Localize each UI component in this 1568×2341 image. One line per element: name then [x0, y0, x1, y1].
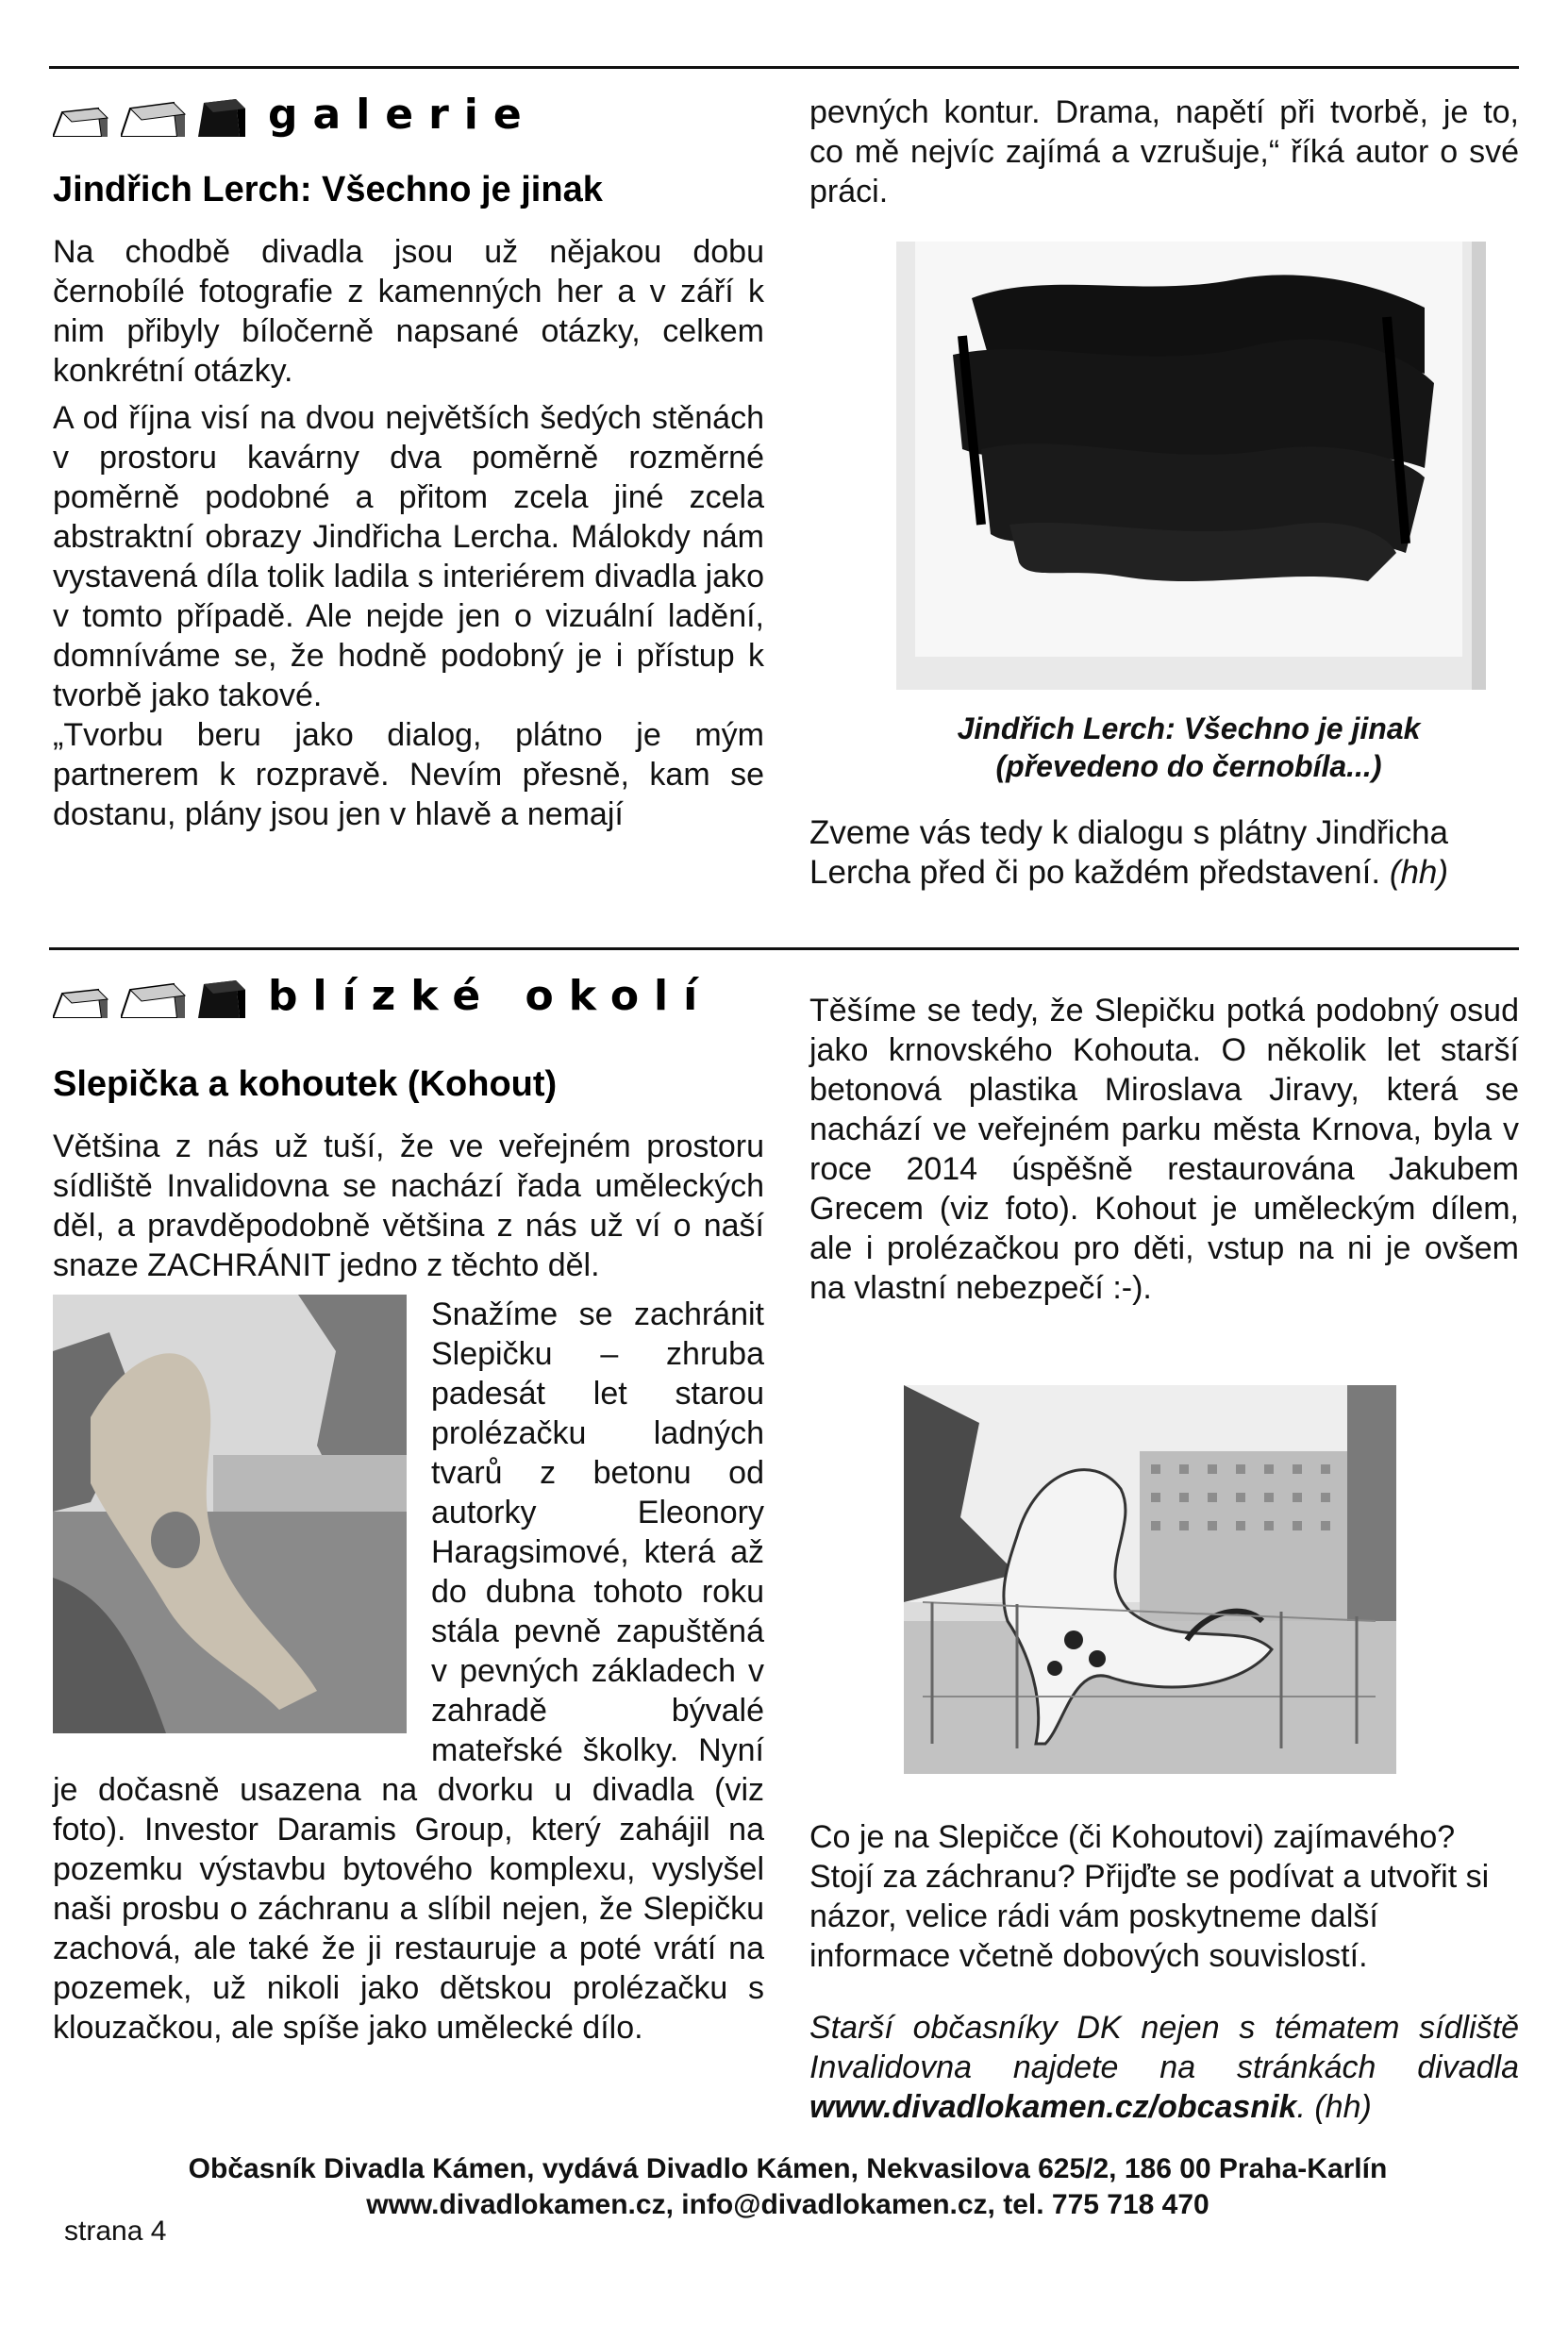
okoli-archive-note [809, 2008, 1519, 2127]
slepicka-sculpture-photo [53, 1295, 407, 1733]
galerie-closing [809, 813, 1526, 893]
galerie-paragraph-3: „Tvorbu beru jako dialog, plátno je mým partnerem k rozpravě. Nevím přesně, kam se dostanu, plány jsou jen v hlavě a nemají [53, 717, 764, 832]
section-title-galerie: galerie [268, 91, 537, 139]
galerie-paragraph-1: Na chodbě divadla jsou už nějakou dobu černobílé fotografie z kamenných her a v září k nim přibyly bíločerně napsané otázky, celkem konkrétní otázky. [53, 234, 764, 389]
archive-tail: . (hh) [1296, 2089, 1372, 2125]
archive-text: Starší občasníky DK nejen s tématem sídliště Invalidovna najdete na stránkách divadla [809, 2010, 1519, 2085]
stair-block-icon-small [53, 99, 111, 137]
okoli-wrap-text: Snažíme se zachránit Slepičku – zhruba padesát let starou prolézačku ladných tvarů z betonu od autorky Eleonory Haragsimové, která až do dubna tohoto roku stála pevně zapuštěná v pevných základech v zahradě bývalé mateřské školky. Nyní je dočasně usazena na dvorku u divadla (viz foto). Investor Daramis Group, který zahájil na pozemku výstavbu bytového komplexu, vyslyšel naši prosbu o záchranu a slíbil nejen, že Slepičku zachová, ale také že ji restauruje a poté vrátí na pozemek, už nikoli jako dětskou prolézačku s klouzačkou, ale spíše jako umělecké dílo. [53, 1296, 764, 2046]
caption-line-2: (převedeno do černobíla...) [995, 749, 1382, 783]
archive-link[interactable]: www.divadlokamen.cz/obcasnik [809, 2089, 1297, 2125]
kohout-sculpture-photo [904, 1385, 1396, 1774]
footer-contact-line: www.divadlokamen.cz, info@divadlokamen.cz, tel. 775 718 470 [366, 2189, 1209, 2220]
galerie-right-continuation: pevných kontur. Drama, napětí při tvorbě, je to, co mě nejvíc zajímá a vzrušuje,“ říká autor o své práci. [809, 94, 1519, 209]
page-number: strana 4 [64, 2216, 167, 2247]
stair-block-icon-small [53, 980, 111, 1018]
closing-signature: (hh) [1389, 854, 1449, 891]
galerie-paragraph-2: A od října visí na dvou největších šedých stěnách v prostoru kavárny dva poměrně rozměrné poměrně podobné a přitom zcela jiné zcela abstraktní obrazy Jindřicha Lercha. Málokdy nám vystavená díla tolik ladila s interiérem divadla jako v tomto případě. Ale nejde jen o vizuální ladění, domníváme se, že hodně podobný je i přístup k tvorbě jako takové. [53, 400, 764, 713]
lerch-photo-caption [849, 710, 1528, 785]
okoli-intro: Většina z nás už tuší, že ve veřejném prostoru sídliště Invalidovna se nachází řada uměleckých děl, a pravděpodobně většina z nás už ví o naší snaze ZACHRÁNIT jedno z těchto děl. [53, 1129, 764, 1283]
lerch-painting-photo [896, 242, 1486, 690]
caption-line-1: Jindřich Lerch: Všechno je jinak [957, 711, 1421, 745]
footer-publisher-line: Občasník Divadla Kámen, vydává Divadlo Kámen, Nekvasilova 625/2, 186 00 Praha-Karlín [188, 2153, 1388, 2184]
section-divider-rule [49, 947, 1519, 950]
section-icons [53, 975, 247, 1018]
section-icons [53, 93, 247, 137]
section-header-okoli [53, 972, 712, 1020]
stair-block-icon-large [198, 975, 247, 1018]
closing-text: Zveme vás tedy k dialogu s plátny Jindřicha Lercha před či po každém představení. [809, 814, 1448, 891]
section-header-galerie [53, 91, 537, 139]
article-title-lerch: Jindřich Lerch: Všechno je jinak [53, 170, 603, 209]
stair-block-icon-large [198, 93, 247, 137]
stair-block-icon-medium [121, 93, 189, 137]
section-title-okoli: blízké okolí [268, 972, 713, 1020]
stair-block-icon-medium [121, 975, 189, 1018]
footer [142, 2151, 1434, 2223]
okoli-left-column [53, 1127, 764, 2048]
okoli-right-column: Těšíme se tedy, že Slepičku potká podobný osud jako krnovského Kohouta. O několik let starší betonová plastika Miroslava Jiravy, která se nachází ve veřejném parku města Krnova, byla v roce 2014 úspěšně restaurována Jakubem Grecem (viz foto). Kohout je uměleckým dílem, ale i prolézačkou pro děti, vstup na ni je ovšem na vlastní nebezpečí :-). [809, 993, 1519, 1306]
top-rule [49, 66, 1519, 69]
okoli-question: Co je na Slepičce (či Kohoutovi) zajímavého? Stojí za záchranu? Přijďte se podívat a utvořit si názor, velice rádi vám poskytneme další informace včetně dobových souvislostí. [809, 1819, 1490, 1974]
galerie-left-column [53, 232, 764, 834]
article-title-slepicka: Slepička a kohoutek (Kohout) [53, 1064, 558, 1104]
okoli-wrap-block [53, 1295, 764, 2048]
